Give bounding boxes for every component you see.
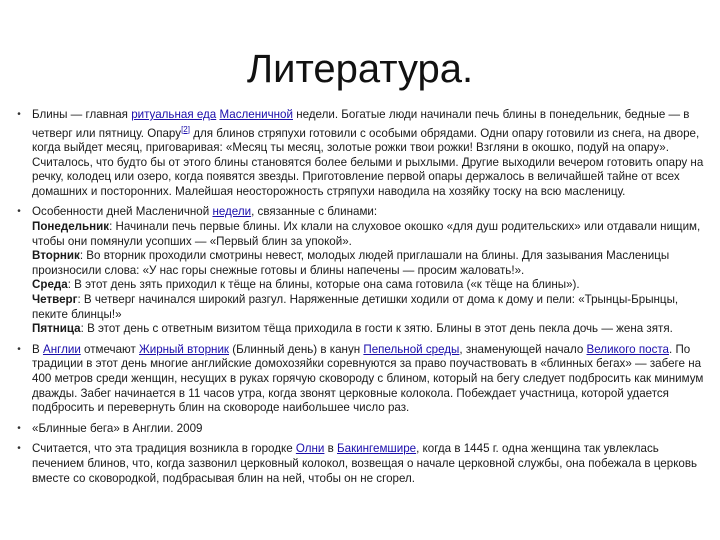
bullet-icon: • (17, 206, 21, 218)
day-text: : В этот день зять приходил к тёще на блины, которые она сама готовила («к тёще на блины»). (67, 278, 580, 292)
day-entry-friday (32, 322, 710, 337)
day-entry-tuesday (32, 249, 710, 278)
item-text: (Блинный день) в канун (229, 342, 364, 356)
list-item (12, 108, 710, 199)
link-ritual-food[interactable]: ритуальная еда (131, 108, 217, 121)
day-text: : В этот день с ответным визитом тёща приходила в гости к зятю. Блины в этот день пекла дочь — жена зятя. (80, 322, 673, 336)
link-week[interactable]: недели (212, 205, 252, 219)
item-text: Особенности дней Масленичной (32, 205, 213, 219)
link-shrove-tuesday[interactable]: Жирный вторник (139, 342, 230, 356)
link-england[interactable]: Англии (42, 342, 81, 356)
link-maslenitsa[interactable]: Масленичной (219, 108, 293, 121)
day-text: : Начинали печь первые блины. Их клали на слуховое окошко «для душ родительских» или отдавали нищим, чтобы они помянули усопших — «Первый блин за упокой». (32, 220, 701, 248)
item-text: Считается, что эта традиция возникла в городке (32, 442, 296, 456)
slide-title: Литература. (246, 47, 474, 91)
list-item (12, 343, 710, 416)
day-label: Четверг (32, 292, 78, 306)
item-text: недели. Богатые люди начинали печь блины в понедельник, бедные — в четверг или пятницу. Опару (32, 108, 690, 140)
day-label: Понедельник (32, 220, 110, 234)
day-entry-wednesday (32, 278, 710, 293)
day-text: : В четверг начинался широкий разгул. Наряженные детишки ходили от дома к дому и пели: «Трынцы-Брынцы, пеките блинцы!» (32, 292, 679, 321)
link-ash-wednesday[interactable]: Пепельной среды (363, 342, 460, 356)
item-text: в (324, 442, 338, 456)
day-entry-monday (32, 220, 710, 249)
item-text: , связанные с блинами: (251, 205, 378, 219)
bullet-icon: • (17, 343, 21, 355)
item-text: отмечают (80, 342, 140, 356)
day-entry-thursday (32, 293, 710, 322)
item-text: , знаменующей начало (459, 342, 587, 356)
day-text: : Во вторник проходили смотрины невест, молодых людей приглашали на блины. Для зазывания Масленицы произносили слова: «У нас горы снежные готовы и блины напечены — просим жаловать!». (32, 249, 670, 277)
item-text: , когда в 1445 г. одна женщина так увлеклась печением блинов, что, когда зазвонил церковный колокол, возвещая о начале церковной службы, она побежала в церковь вместе со сковородкой, подбрасывая блин на ней, чтобы он не сгорел. (32, 442, 698, 485)
item-text: . По традиции в этот день многие английские домохозяйки соревнуются за право поучаствовать в «блинных бегах» — забеге на 400 метров среди женщин, несущих в руках горячую сковороду с блином, который на бегу следует подбросить как минимум дважды. Забег начинается в 11 часов утра, когда звонят церковные колокола. Побеждает участница, которой удается подбросить и перевернуть блин на сковороде наибольшее число раз. (32, 342, 704, 415)
item-text: «Блинные бега» в Англии. 2009 (32, 421, 203, 435)
link-olney[interactable]: Олни (295, 442, 325, 456)
list-item (12, 205, 710, 336)
item-text: В (32, 342, 43, 356)
footnote-ref[interactable]: [2] (181, 124, 190, 134)
link-great-lent[interactable]: Великого поста (586, 342, 669, 356)
day-label: Среда (32, 278, 68, 292)
link-buckinghamshire[interactable]: Бакингемшире (337, 442, 417, 456)
bullet-list (12, 108, 710, 492)
day-label: Вторник (32, 249, 80, 263)
list-item (12, 442, 710, 486)
bullet-icon: • (17, 443, 21, 455)
day-label: Пятница (32, 322, 81, 336)
bullet-icon: • (17, 422, 21, 434)
bullet-icon: • (17, 109, 21, 120)
item-text: Блины — главная (32, 108, 132, 121)
list-item (12, 422, 710, 437)
item-text: для блинов стряпухи готовили с особыми обрядами. Одни опару готовили из снега, на дворе, когда выйдет месяц, приговаривая: «Месяц ты месяц, золотые рожки твои рожки! Взгляни в окошко, подуй на опару». Считалось, что будто бы от этого блины становятся более белыми и рыхлыми. Другие выходили вечером готовить опару на речку, колодец или озеро, когда появятся звезды. Приготовление первой опары держалось в величайшей тайне от всех домашних и посторонних. Малейшая неосторожность стряпухи наводила на хозяйку тоску на всю масленицу. (32, 126, 704, 198)
